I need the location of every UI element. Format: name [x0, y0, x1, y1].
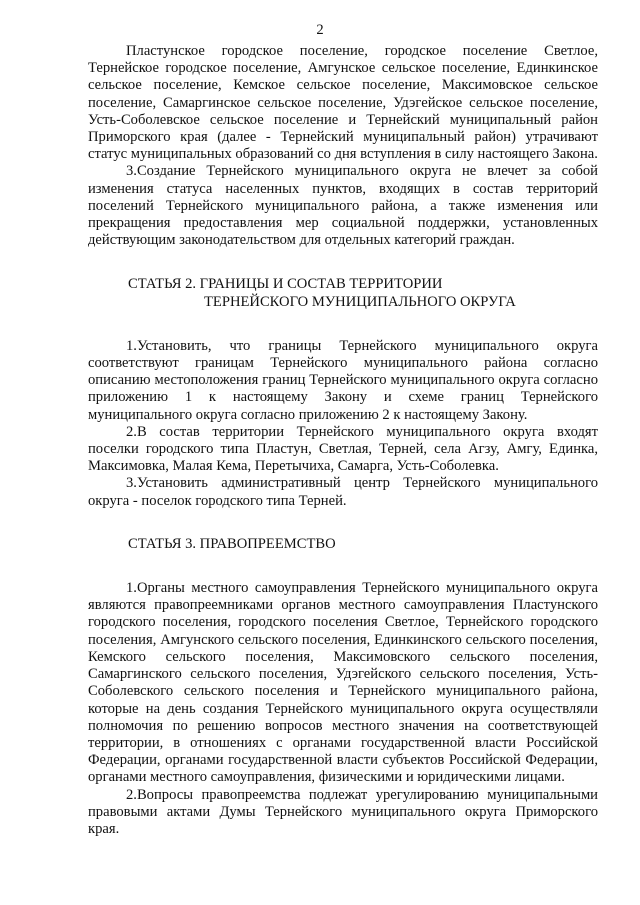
- article3-paragraph-2: 2.Вопросы правопреемства подлежат урегулированию муниципальными правовыми актами Думы Тернейского муниципального округа Приморского края.: [88, 786, 598, 837]
- article2-paragraph-1: 1.Установить, что границы Тернейского муниципального округа соответствуют границам Тернейского муниципального района согласно описанию местоположения границ Тернейского муниципального округа согласно приложению 1 к настоящему Закону и схеме границ Тернейского муниципального округа согласно приложению 2 к настоящему Закону.: [88, 337, 598, 423]
- page-number: 2: [316, 22, 324, 38]
- article2-heading-line2: ТЕРНЕЙСКОГО МУНИЦИПАЛЬНОГО ОКРУГА: [204, 293, 516, 310]
- article1-paragraph-3: 3.Создание Тернейского муниципального округа не влечет за собой изменения статуса населенных пунктов, входящих в состав территорий поселений Тернейского муниципального района, а также изменения или прекращения предоставления мер социальной поддержки, установленных действующим законодательством для отдельных категорий граждан.: [88, 163, 598, 249]
- article2-heading: [88, 276, 598, 310]
- article3-paragraph-1: 1.Органы местного самоуправления Тернейского муниципального округа являются правопреемниками органов местного самоуправления Пластунского городского поселения, городского поселения Светлое, Тернейского городского поселения, Амгунского сельского поселения, Единкинского сельского поселения, Кемского сельского поселения, Максимовского сельского поселения, Самаргинского сельского поселения, Удэгейского сельского поселения, Усть-Соболевского сельского поселения и Тернейского муниципального района, которые на день создания Тернейского муниципального округа осуществляли полномочия по решению вопросов местного значения на соответствующей территории, в отношениях с органами государственной власти Российской Федерации, органами государственной власти субъектов Российской Федерации, органами местного самоуправления, физическими и юридическими лицами.: [88, 580, 598, 786]
- document-body: [88, 43, 598, 838]
- article2-paragraph-2: 2.В состав территории Тернейского муниципального округа входят поселки городского типа Пластун, Светлая, Терней, села Агзу, Амгу, Единка, Максимовка, Малая Кема, Перетычиха, Самарга, Усть-Соболевка.: [88, 423, 598, 475]
- article2-paragraph-3: 3.Установить административный центр Тернейского муниципального округа - поселок городского типа Терней.: [88, 475, 598, 509]
- article1-paragraph-2-continuation: Пластунское городское поселение, городское поселение Светлое, Тернейское городское поселение, Амгунское сельское поселение, Единкинское сельское поселение, Кемское сельское поселение, Максимовское сельское поселение, Самаргинское сельское поселение, Удэгейское сельское поселение, Усть-Соболевское сельское поселение и Тернейский муниципальный район Приморского края (далее - Тернейский муниципальный район) утрачивают статус муниципальных образований со дня вступления в силу настоящего Закона.: [88, 43, 598, 163]
- article3-heading: СТАТЬЯ 3. ПРАВОПРЕЕМСТВО: [128, 535, 336, 552]
- article2-heading-line1: СТАТЬЯ 2. ГРАНИЦЫ И СОСТАВ ТЕРРИТОРИИ: [128, 276, 443, 293]
